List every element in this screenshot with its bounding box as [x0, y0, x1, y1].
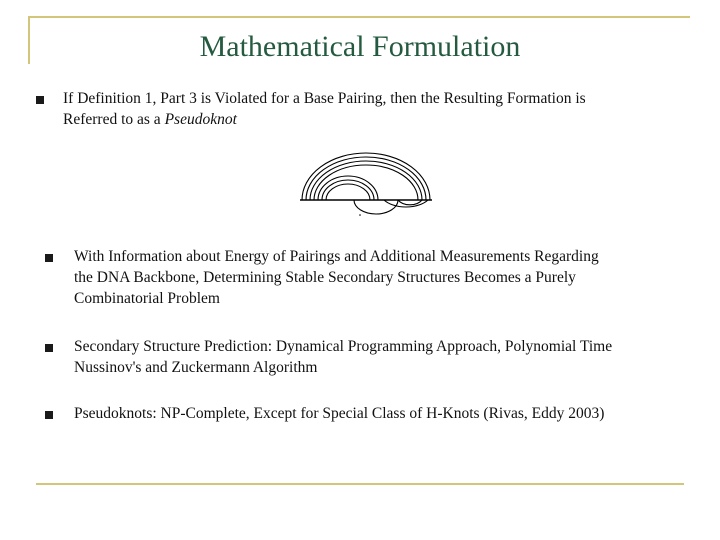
bullet-2-line-2: Nussinov's and Zuckermann Algorithm: [74, 359, 318, 376]
bullet-square-icon: [36, 96, 44, 104]
bullet-1-line-2: the DNA Backbone, Determining Stable Secondary Structures Becomes a Purely: [74, 269, 576, 286]
bullet-1-line-3: Combinatorial Problem: [74, 290, 220, 307]
slide-title: Mathematical Formulation: [199, 30, 521, 63]
frame-bottom-rule: [36, 483, 684, 485]
bullet-2-line-1: Secondary Structure Prediction: Dynamical Programming Approach, Polynomial Time: [74, 338, 613, 355]
intro-line-1: If Definition 1, Part 3 is Violated for a Base Pairing, then the Resulting Formation is: [63, 90, 586, 107]
intro-line-2: [63, 109, 586, 130]
bullet-item: [74, 336, 612, 378]
intro-line-2-prefix: Referred to as a: [63, 111, 165, 128]
bullet-item: [74, 403, 604, 424]
bullet-square-icon: [45, 344, 53, 352]
pseudoknot-diagram: [298, 148, 434, 218]
bullet-1-line-1: With Information about Energy of Pairings and Additional Measurements Regarding: [74, 248, 599, 265]
intro-text: [63, 88, 586, 130]
bullet-3-line-1: Pseudoknots: NP-Complete, Except for Special Class of H-Knots (Rivas, Eddy 2003): [74, 405, 605, 422]
bullet-item: [74, 246, 599, 309]
bullet-square-icon: [45, 411, 53, 419]
frame-top-rule: [28, 16, 690, 18]
pseudoknot-term: Pseudoknot: [164, 111, 237, 128]
bullet-square-icon: [45, 254, 53, 262]
